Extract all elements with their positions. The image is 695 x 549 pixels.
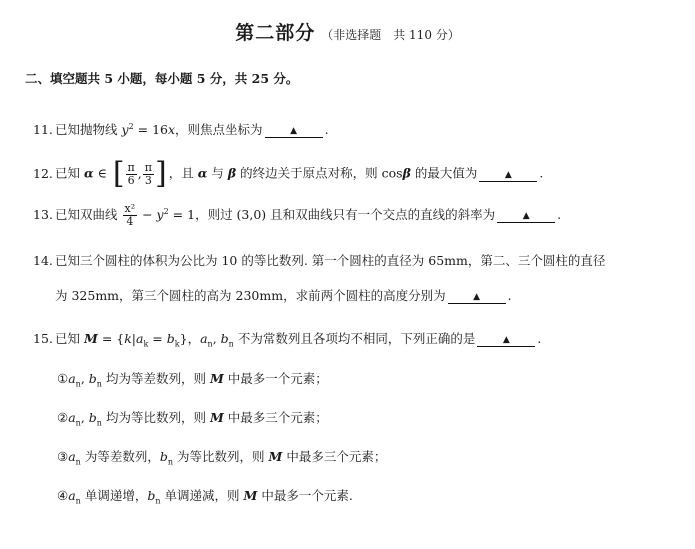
question-text: 已知 — [55, 331, 81, 346]
question-number: 14. — [33, 253, 53, 268]
question-text: 为 325mm，第三个圆柱的高为 230mm，求前两个圆柱的高度分别为 — [55, 288, 446, 303]
triangle-icon: ▲ — [522, 211, 530, 222]
question-13: 13. 已知双曲线 $\frac{\text{x²}}{4}$ − $y^2 = 1$，则过 (3,0) 且和双曲线只有一个交点的直线的斜率为 ▲ . — [33, 202, 562, 229]
math-symbol: α — [84, 165, 94, 181]
section-heading: 二、填空题共 5 小题，每小题 5 分，共 25 分。 — [25, 71, 299, 86]
part-subtitle: （非选择题 共 110 分） — [321, 28, 460, 42]
question-14 — [33, 252, 605, 270]
fraction: $\frac{\text{x²}}{4}$ — [124, 202, 136, 229]
question-text: 已知抛物线 — [55, 122, 118, 138]
question-text: 已知双曲线 — [55, 207, 118, 223]
question-text: ，且 — [168, 165, 194, 181]
option-2: $②a_n$, $b_n$ 均为等比数列，则 M 中最多三个元素； — [57, 410, 328, 428]
question-number: 11. — [33, 122, 53, 138]
math-expr: $y^2 = 16x$ — [121, 122, 176, 138]
question-14-continued: 为 325mm，第三个圆柱的高为 230mm，求前两个圆柱的高度分别为 ▲ . — [33, 287, 512, 305]
question-text: 已知 — [55, 165, 81, 181]
question-text: 已知三个圆柱的体积为公比为 10 的等比数列. 第一个圆柱的直径为 65mm，第二、三个圆柱的直径 — [55, 253, 606, 268]
question-number: 13. — [33, 207, 53, 223]
option-4: $④a_n$ 单调递增，$b_n$ 单调递减，则 M 中最多一个元素. — [57, 488, 353, 506]
part-title: 第二部分 — [235, 22, 316, 44]
fraction: $\frac{\pi}{3}$ — [144, 160, 152, 187]
question-text: ，则过 (3,0) 且和双曲线只有一个交点的直线的斜率为 — [195, 207, 496, 223]
answer-blank[interactable] — [448, 289, 506, 304]
question-text: 的最大值为 — [414, 165, 478, 181]
triangle-icon: ▲ — [504, 169, 512, 180]
interval-expr: [ $\frac{\pi}{6}$ , $\frac{\pi}{3}$ ] — [112, 156, 167, 191]
option-1: $①a_n$, $b_n$ 均为等差数列，则 M 中最多一个元素； — [57, 371, 328, 389]
answer-blank[interactable] — [479, 167, 537, 182]
triangle-icon: ▲ — [502, 335, 510, 345]
triangle-icon: ▲ — [290, 126, 298, 137]
option-mark: ③ — [57, 449, 69, 464]
answer-blank[interactable] — [265, 123, 323, 138]
answer-blank[interactable] — [477, 332, 535, 347]
question-12: 12. 已知 α ∈ [ $\frac{\pi}{6}$ , $\frac{\pi}{3}$ ] ，且 α 与 β 的终边关于原点对称，则 cosβ 的最大值为 ▲ . — [33, 156, 544, 191]
option-mark: ① — [57, 371, 69, 386]
question-11: 11. 已知抛物线 $y^2 = 16x$，则焦点坐标为 ▲ . — [33, 122, 329, 138]
question-text: 的终边关于原点对称，则 — [240, 165, 378, 181]
question-number: 12. — [33, 165, 53, 181]
question-text: ，则焦点坐标为 — [175, 122, 263, 138]
triangle-icon: ▲ — [473, 292, 481, 302]
question-15: 15. 已知 $M = \{k|a_k = b_k\}$，$a_n$, $b_n$ 不为常数列且各项均不相同，下列正确的是 ▲ . — [33, 331, 542, 349]
part-header — [0, 18, 695, 45]
option-3: $③a_n$ 为等差数列，$b_n$ 为等比数列，则 M 中最多三个元素； — [57, 449, 387, 467]
question-text: 不为常数列且各项均不相同，下列正确的是 — [237, 331, 476, 346]
option-mark: ② — [57, 410, 69, 425]
answer-blank[interactable] — [497, 208, 555, 223]
question-number: 15. — [33, 331, 53, 346]
fraction: $\frac{\pi}{6}$ — [127, 160, 135, 187]
option-mark: ④ — [57, 488, 69, 503]
